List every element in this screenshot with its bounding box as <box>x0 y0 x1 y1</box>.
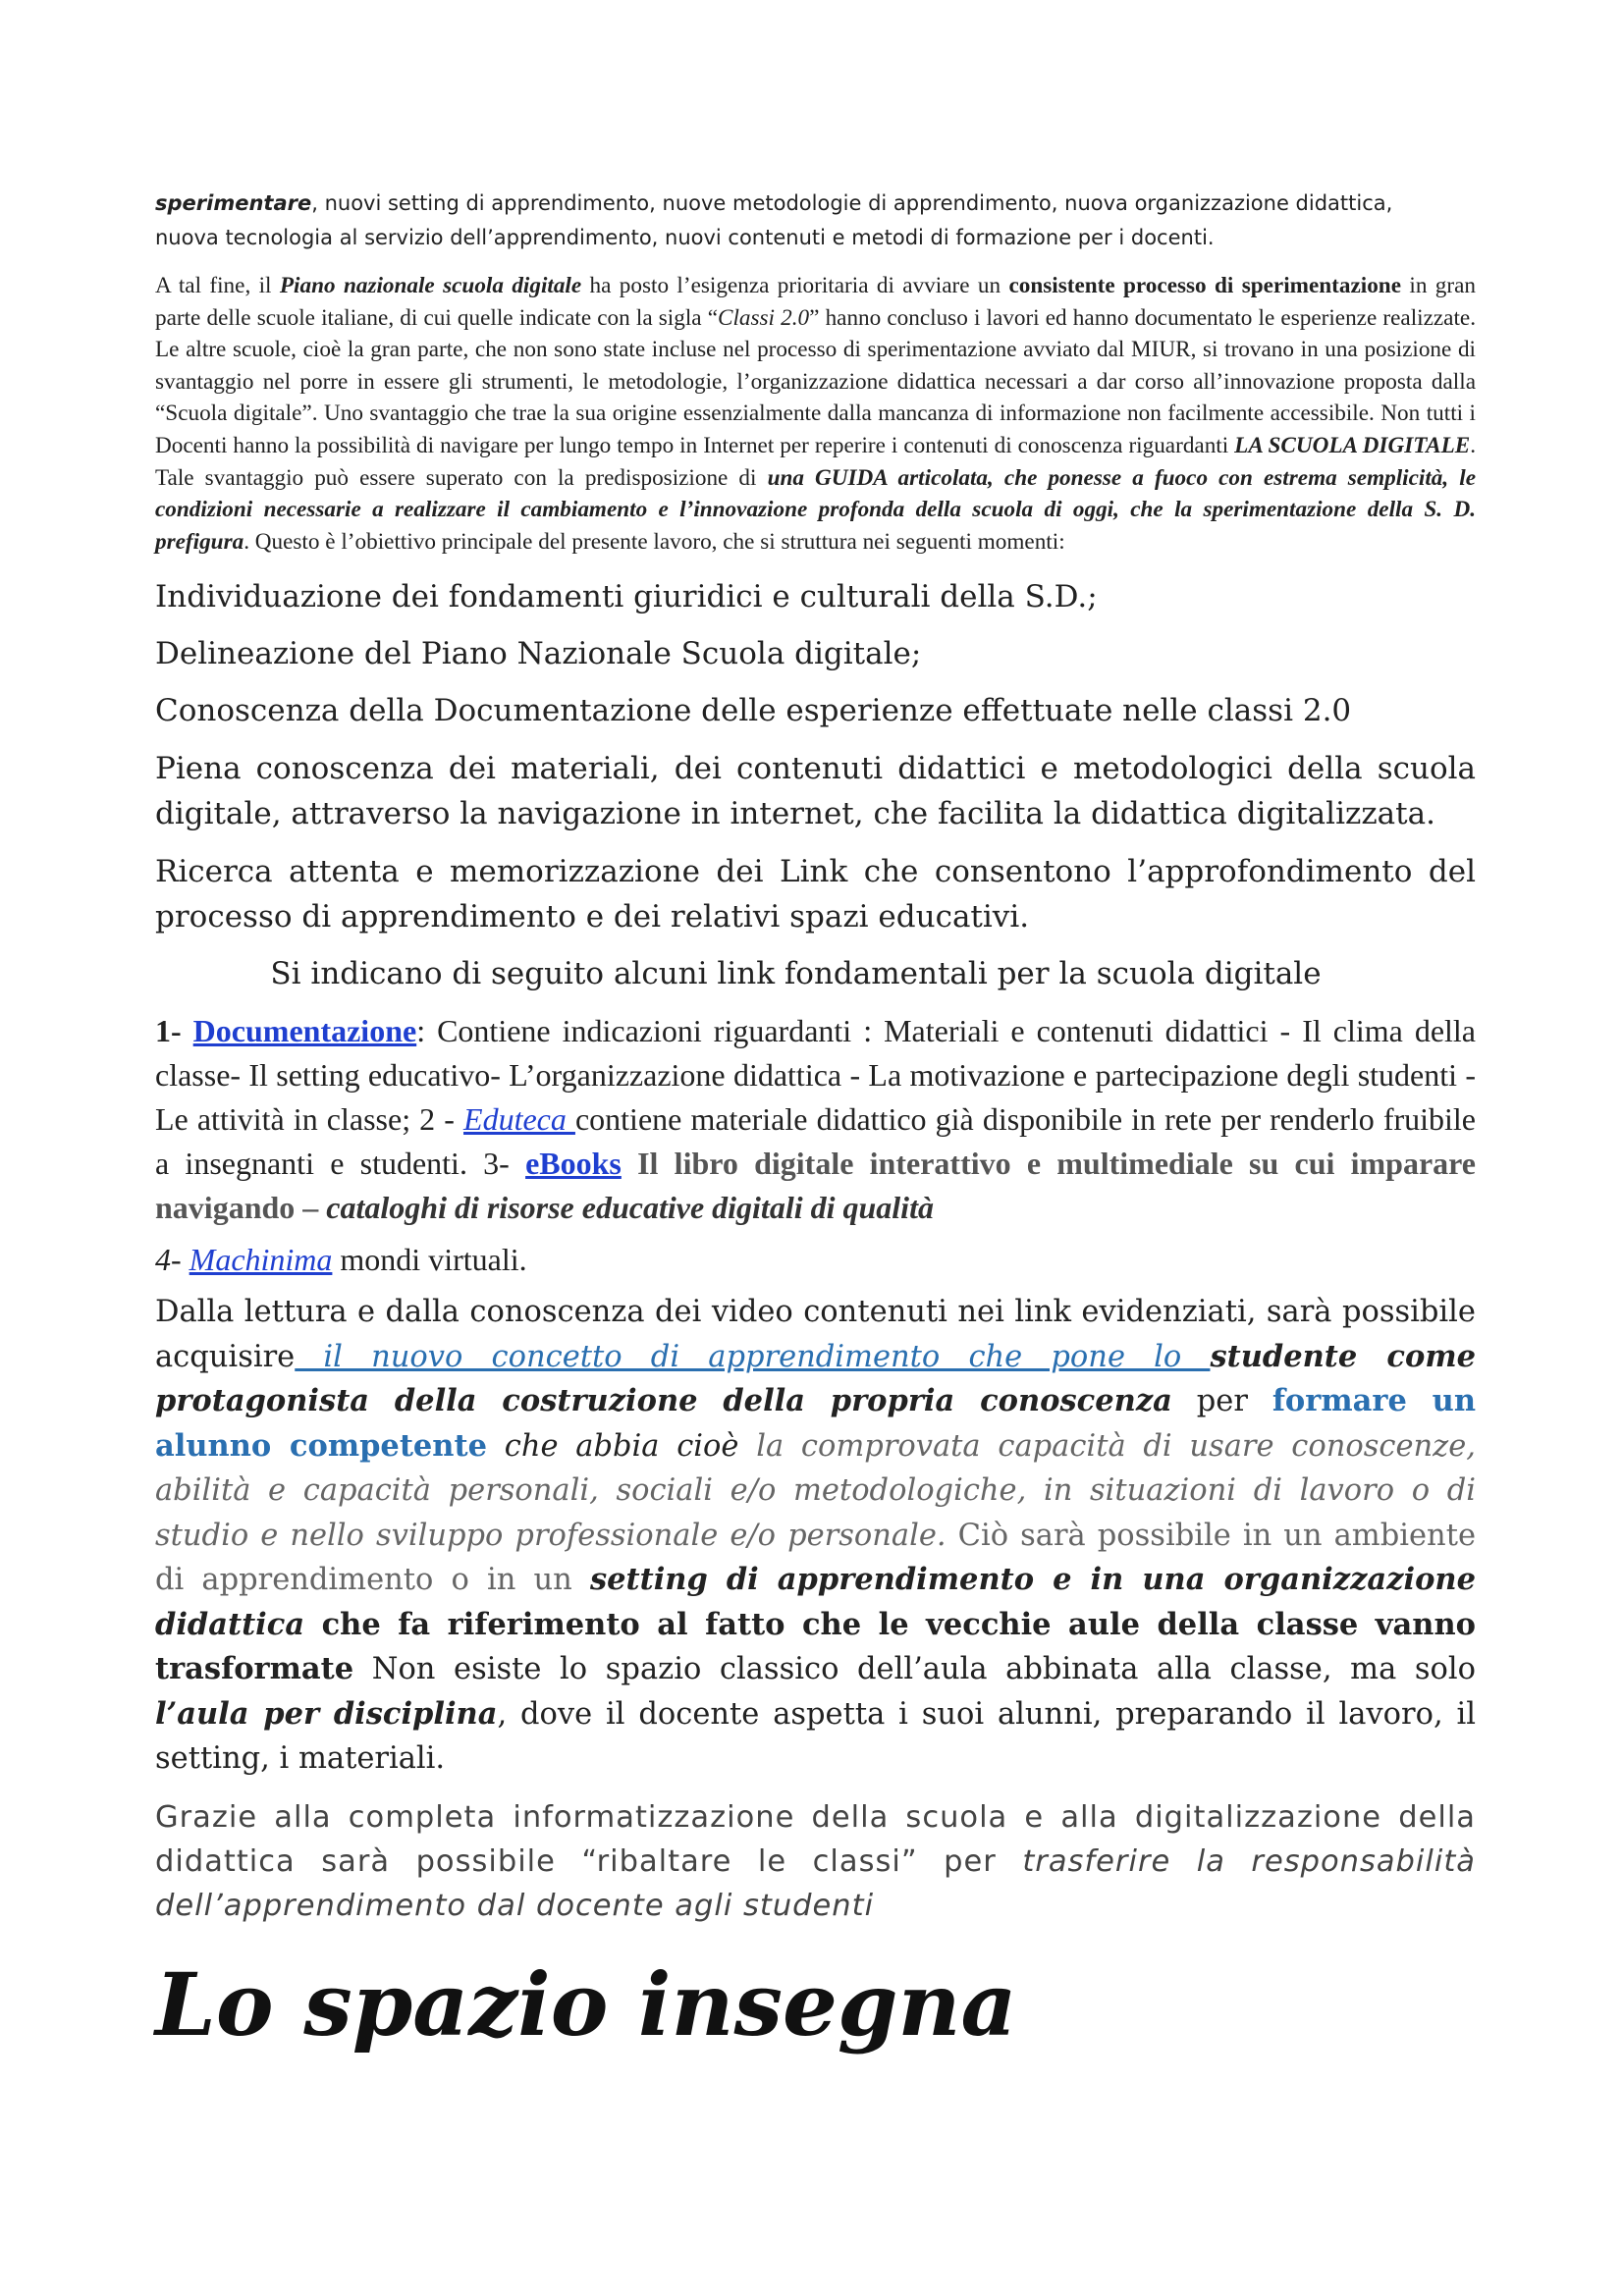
text-run: , dove il docente aspetta i suoi alunni, preparando il lavoro, il setting, i materiali. <box>155 1696 1476 1777</box>
text-run: studente come protagonista della costruzione della propria conoscenza <box>155 1338 1476 1419</box>
moment-item: Delineazione del Piano Nazionale Scuola digitale; <box>155 636 922 672</box>
intro-paragraph <box>155 187 1476 255</box>
text-run: cataloghi di risorse educative digitali di qualità <box>326 1190 934 1226</box>
text-run: una GUIDA articolata, che ponesse a fuoco con estrema semplicità, le condizioni necessarie a realizzare il cambiamento e l’innovazione profonda della scuola di oggi, che la sperimentazione della S. D. prefigura <box>155 464 1476 555</box>
text-run: contiene materiale didattico già disponibile in rete per renderlo fruibile a insegnanti e studenti. 3- <box>155 1101 1476 1182</box>
text-run: trasferire la responsabilità dell’apprendimento dal docente agli studenti <box>155 1843 1476 1923</box>
machinima-paragraph <box>155 1238 1476 1282</box>
intro-lead: sperimentare <box>155 191 312 215</box>
learning-paragraph <box>155 1290 1476 1782</box>
intro-text-2: nuova tecnologia al servizio dell’apprendimento, nuovi contenuti e metodi di formazione per i docenti. <box>155 226 1215 249</box>
text-run: ” hanno concluso i lavori ed hanno documentato le esperienze realizzate. Le altre scuole, cioè la gran parte, che non sono state incluse nel processo di sperimentazione avviato dal MIUR, si trovano in una posizione di svantaggio nel porre in essere gli strumenti, le metodologie, l’organizzazione didattica necessari a dar corso all’innovazione proposta dalla “Scuola digitale”. Uno svantaggio che trae la sua origine essenzialmente dalla mancanza di informazione non facilmente accessibile. Non tutti i Docenti hanno la possibilità di navigare per lungo tempo in Internet per reperire i contenuti di conoscenza riguardanti <box>155 304 1476 458</box>
text-run: Ciò sarà possibile in un ambiente di apprendimento o in un <box>155 1518 1477 1598</box>
text-run: Il libro digitale interattivo e multimediale su cui imparare navigando – <box>155 1146 1477 1226</box>
eduteca-link[interactable]: Eduteca <box>463 1101 575 1138</box>
text-run: Dalla lettura e dalla conoscenza dei video contenuti nei link evidenziati, sarà possibile acquisire <box>155 1295 1476 1374</box>
text-run: Piano nazionale scuola digitale <box>279 273 582 298</box>
text-run: 1- <box>155 1013 193 1049</box>
moments-list <box>155 575 1476 939</box>
text-run: la comprovata capacità di usare conoscenze, abilità e capacità personali, sociali e/o metodologiche, in situazioni di lavoro o di studio e nello sviluppo professionale e/o personale. <box>155 1428 1476 1553</box>
text-run: LA SCUOLA DIGITALE <box>1234 432 1471 458</box>
text-run: mondi virtuali. <box>332 1242 527 1278</box>
text-run: consistente processo di sperimentazione <box>1008 273 1401 298</box>
section-title: Lo spazio insegna <box>155 1952 1017 2056</box>
moment-item: Conoscenza della Documentazione delle esperienze effettuate nelle classi 2.0 <box>155 693 1352 729</box>
links-paragraph <box>155 1009 1476 1230</box>
moment-item: Ricerca attenta e memorizzazione dei Link che consentono l’approfondimento del processo di apprendimento e dei relativi spazi educativi. <box>155 854 1476 935</box>
machinima-link[interactable]: Machinima <box>189 1242 333 1278</box>
text-run: l’aula per disciplina <box>155 1695 498 1732</box>
text-run: Non esiste lo spazio classico dell’aula abbinata alla classe, ma solo <box>353 1652 1476 1687</box>
document-page <box>155 187 1476 2054</box>
text-run: A tal fine, il <box>155 273 280 298</box>
text-run: 4- <box>155 1242 189 1278</box>
text-run: ha posto l’esigenza prioritaria di avviare un <box>581 273 1009 298</box>
text-run: . Tale svantaggio può essere superato con la predisposizione di <box>155 432 1476 491</box>
documentazione-link[interactable]: Documentazione <box>192 1013 417 1049</box>
moment-item: Individuazione dei fondamenti giuridici e culturali della S.D.; <box>155 579 1098 615</box>
text-run: per <box>1171 1384 1272 1419</box>
text-run: Classi 2.0 <box>718 304 810 331</box>
moment-item: Piena conoscenza dei materiali, dei contenuti didattici e metodologici della scuola digitale, attraverso la navigazione in internet, che facilita la didattica digitalizzata. <box>155 751 1476 832</box>
text-run: in gran parte delle scuole italiane, di cui quelle indicate con la sigla “ <box>155 273 1476 331</box>
text-run: che fa riferimento al fatto che le vecchie aule della classe vanno trasformate <box>155 1606 1476 1687</box>
learning-concept-link[interactable]: il nuovo concetto di apprendimento che pone lo <box>295 1339 1211 1374</box>
intro-text-1: , nuovi setting di apprendimento, nuove metodologie di apprendimento, nuova organizzazione didattica, <box>311 191 1393 215</box>
text-run: : Contiene indicazioni riguardanti : Materiali e contenuti didattici - Il clima della classe- Il setting educativo- L’organizzazione didattica - La motivazione e partecipazione degli studenti - Le attività in classe; 2 - <box>155 1013 1477 1138</box>
text-run: Grazie alla completa informatizzazione della scuola e alla digitalizzazione della didattica sarà possibile “ribaltare le classi” per <box>155 1799 1476 1879</box>
text-run: formare un alunno competente <box>155 1383 1476 1464</box>
text-run: . Questo è l’obiettivo principale del presente lavoro, che si struttura nei seguenti momenti: <box>243 528 1065 555</box>
context-paragraph <box>155 270 1476 558</box>
text-run: setting di apprendimento e in una organizzazione didattica <box>155 1562 1476 1642</box>
ebooks-link[interactable]: eBooks <box>525 1146 622 1182</box>
grazie-paragraph <box>155 1795 1476 1928</box>
text-run: che abbia cioè <box>486 1428 757 1464</box>
links-heading: Si indicano di seguito alcuni link fondamentali per la scuola digitale <box>270 956 1322 992</box>
